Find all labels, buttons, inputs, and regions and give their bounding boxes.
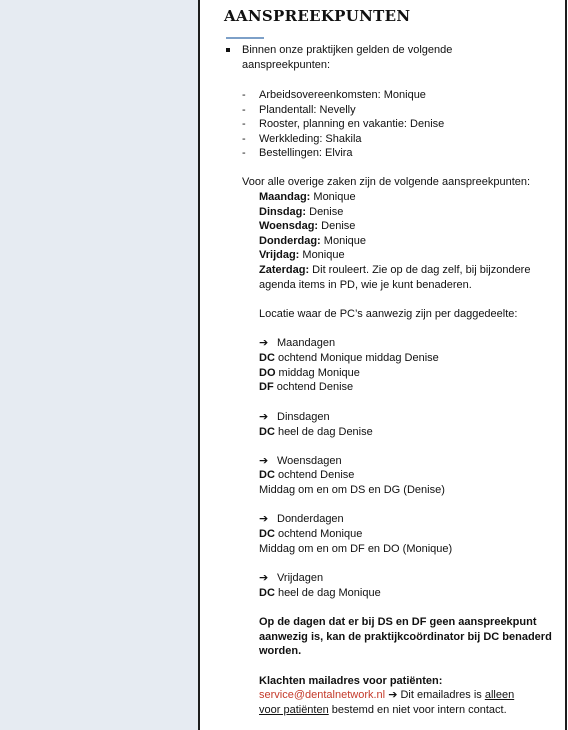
day-person: Denise [318, 220, 356, 232]
day-label: Vrijdag: [259, 249, 300, 261]
note-line-2: aanwezig is, kan de praktijkcoördinator bij DC benaderd [259, 631, 552, 643]
note-line-1: Op de dagen dat er bij DS en DF geen aanspreekpunt [259, 616, 537, 628]
day-label: Woensdag: [259, 220, 319, 232]
schedule-text: middag Monique [275, 367, 360, 379]
schedule-row [259, 380, 353, 394]
list-item-text: Plandentall: Nevelly [259, 104, 356, 116]
schedule-row: Middag om en om DF en DO (Monique) [259, 543, 453, 555]
schedule-text: ochtend Denise [273, 381, 354, 393]
list-item-text: Rooster, planning en vakantie: Denise [259, 118, 445, 130]
day-label: Donderdag: [259, 235, 321, 247]
heading-text: Maandagen [277, 337, 336, 349]
right-arrow-icon: ➔ [259, 513, 269, 525]
location-code: DC [259, 426, 275, 438]
right-arrow-icon: ➔ [259, 411, 269, 423]
complaints-text: Dit emailadres is [397, 689, 485, 701]
list-item-text: Arbeidsovereenkomsten: Monique [259, 89, 426, 101]
dash-bullet: - [242, 147, 246, 159]
day-row [259, 248, 345, 262]
list-item-text: Werkkleding: Shakila [259, 133, 362, 145]
day-row [259, 205, 343, 219]
schedule-row: Middag om en om DS en DG (Denise) [259, 484, 445, 496]
location-code: DC [259, 469, 275, 481]
list-item [242, 117, 246, 131]
heading-text: Woensdagen [277, 455, 342, 467]
left-sidebar-panel [0, 0, 198, 730]
complaints-email-row [259, 688, 514, 702]
right-border [565, 0, 567, 730]
day-person: Monique [310, 191, 356, 203]
right-arrow-icon: ➔ [259, 455, 269, 467]
schedule-row [259, 425, 373, 439]
schedule-text: heel de dag Monique [274, 587, 381, 599]
emphasis-for-patients: voor patiënten [259, 704, 329, 716]
list-item [242, 88, 246, 102]
note-line-3: worden. [259, 645, 302, 657]
day-person: Dit rouleert. Zie op de dag zelf, bij bijzondere [309, 264, 531, 276]
schedule-row [259, 586, 381, 600]
location-code: DF [259, 381, 274, 393]
dash-bullet: - [242, 133, 246, 145]
complaints-text: bestemd en niet voor intern contact. [328, 704, 507, 716]
schedule-text: heel de dag Denise [274, 426, 373, 438]
emphasis-only: alleen [484, 689, 515, 701]
day-row [259, 219, 355, 233]
day-label: Dinsdag: [259, 206, 307, 218]
schedule-heading-thursday [259, 512, 344, 526]
schedule-text: ochtend Monique [274, 528, 363, 540]
day-person: Denise [306, 206, 344, 218]
pc-location-intro: Locatie waar de PC’s aanwezig zijn per daggedeelte: [259, 308, 518, 320]
vertical-divider [198, 0, 200, 730]
list-item-text: Bestellingen: Elvira [259, 147, 353, 159]
other-contacts-intro: Voor alle overige zaken zijn de volgende aanspreekpunten: [242, 176, 531, 188]
day-row [259, 234, 366, 248]
schedule-heading-wednesday [259, 454, 342, 468]
list-item [242, 146, 246, 160]
location-code: DC [259, 587, 275, 599]
intro-line-2: aanspreekpunten: [242, 59, 331, 71]
dash-bullet: - [242, 104, 246, 116]
list-item [242, 103, 246, 117]
right-arrow-icon: ➔ [259, 572, 269, 584]
title-underline-rule [226, 37, 264, 39]
saturday-continuation: agenda items in PD, wie je kunt benaderen. [259, 279, 472, 291]
square-bullet-icon [226, 48, 230, 52]
right-arrow-icon: ➔ [259, 337, 269, 349]
complaints-heading: Klachten mailadres voor patiënten: [259, 675, 443, 687]
day-person: Monique [320, 235, 366, 247]
day-row [259, 263, 530, 277]
list-item [242, 132, 246, 146]
schedule-heading-monday [259, 336, 335, 350]
location-code: DO [259, 367, 276, 379]
day-row [259, 190, 356, 204]
schedule-heading-tuesday [259, 410, 330, 424]
schedule-row [259, 351, 439, 365]
day-label: Maandag: [259, 191, 311, 203]
schedule-heading-friday [259, 571, 323, 585]
schedule-row [259, 527, 362, 541]
intro-line-1: Binnen onze praktijken gelden de volgende [242, 44, 453, 56]
complaints-row-2 [259, 703, 507, 717]
dash-bullet: - [242, 89, 246, 101]
day-person: Monique [299, 249, 345, 261]
page-title: AANSPREEKPUNTEN [224, 7, 411, 25]
dash-bullet: - [242, 118, 246, 130]
schedule-row [259, 468, 354, 482]
complaints-email-link[interactable]: service@dentalnetwork.nl [259, 689, 386, 701]
schedule-row [259, 366, 360, 380]
location-code: DC [259, 352, 275, 364]
heading-text: Donderdagen [277, 513, 344, 525]
right-arrow-icon: ➔ [388, 689, 398, 701]
location-code: DC [259, 528, 275, 540]
schedule-text: ochtend Monique middag Denise [274, 352, 439, 364]
heading-text: Vrijdagen [277, 572, 324, 584]
day-label: Zaterdag: [259, 264, 310, 276]
schedule-text: ochtend Denise [274, 469, 355, 481]
heading-text: Dinsdagen [277, 411, 330, 423]
